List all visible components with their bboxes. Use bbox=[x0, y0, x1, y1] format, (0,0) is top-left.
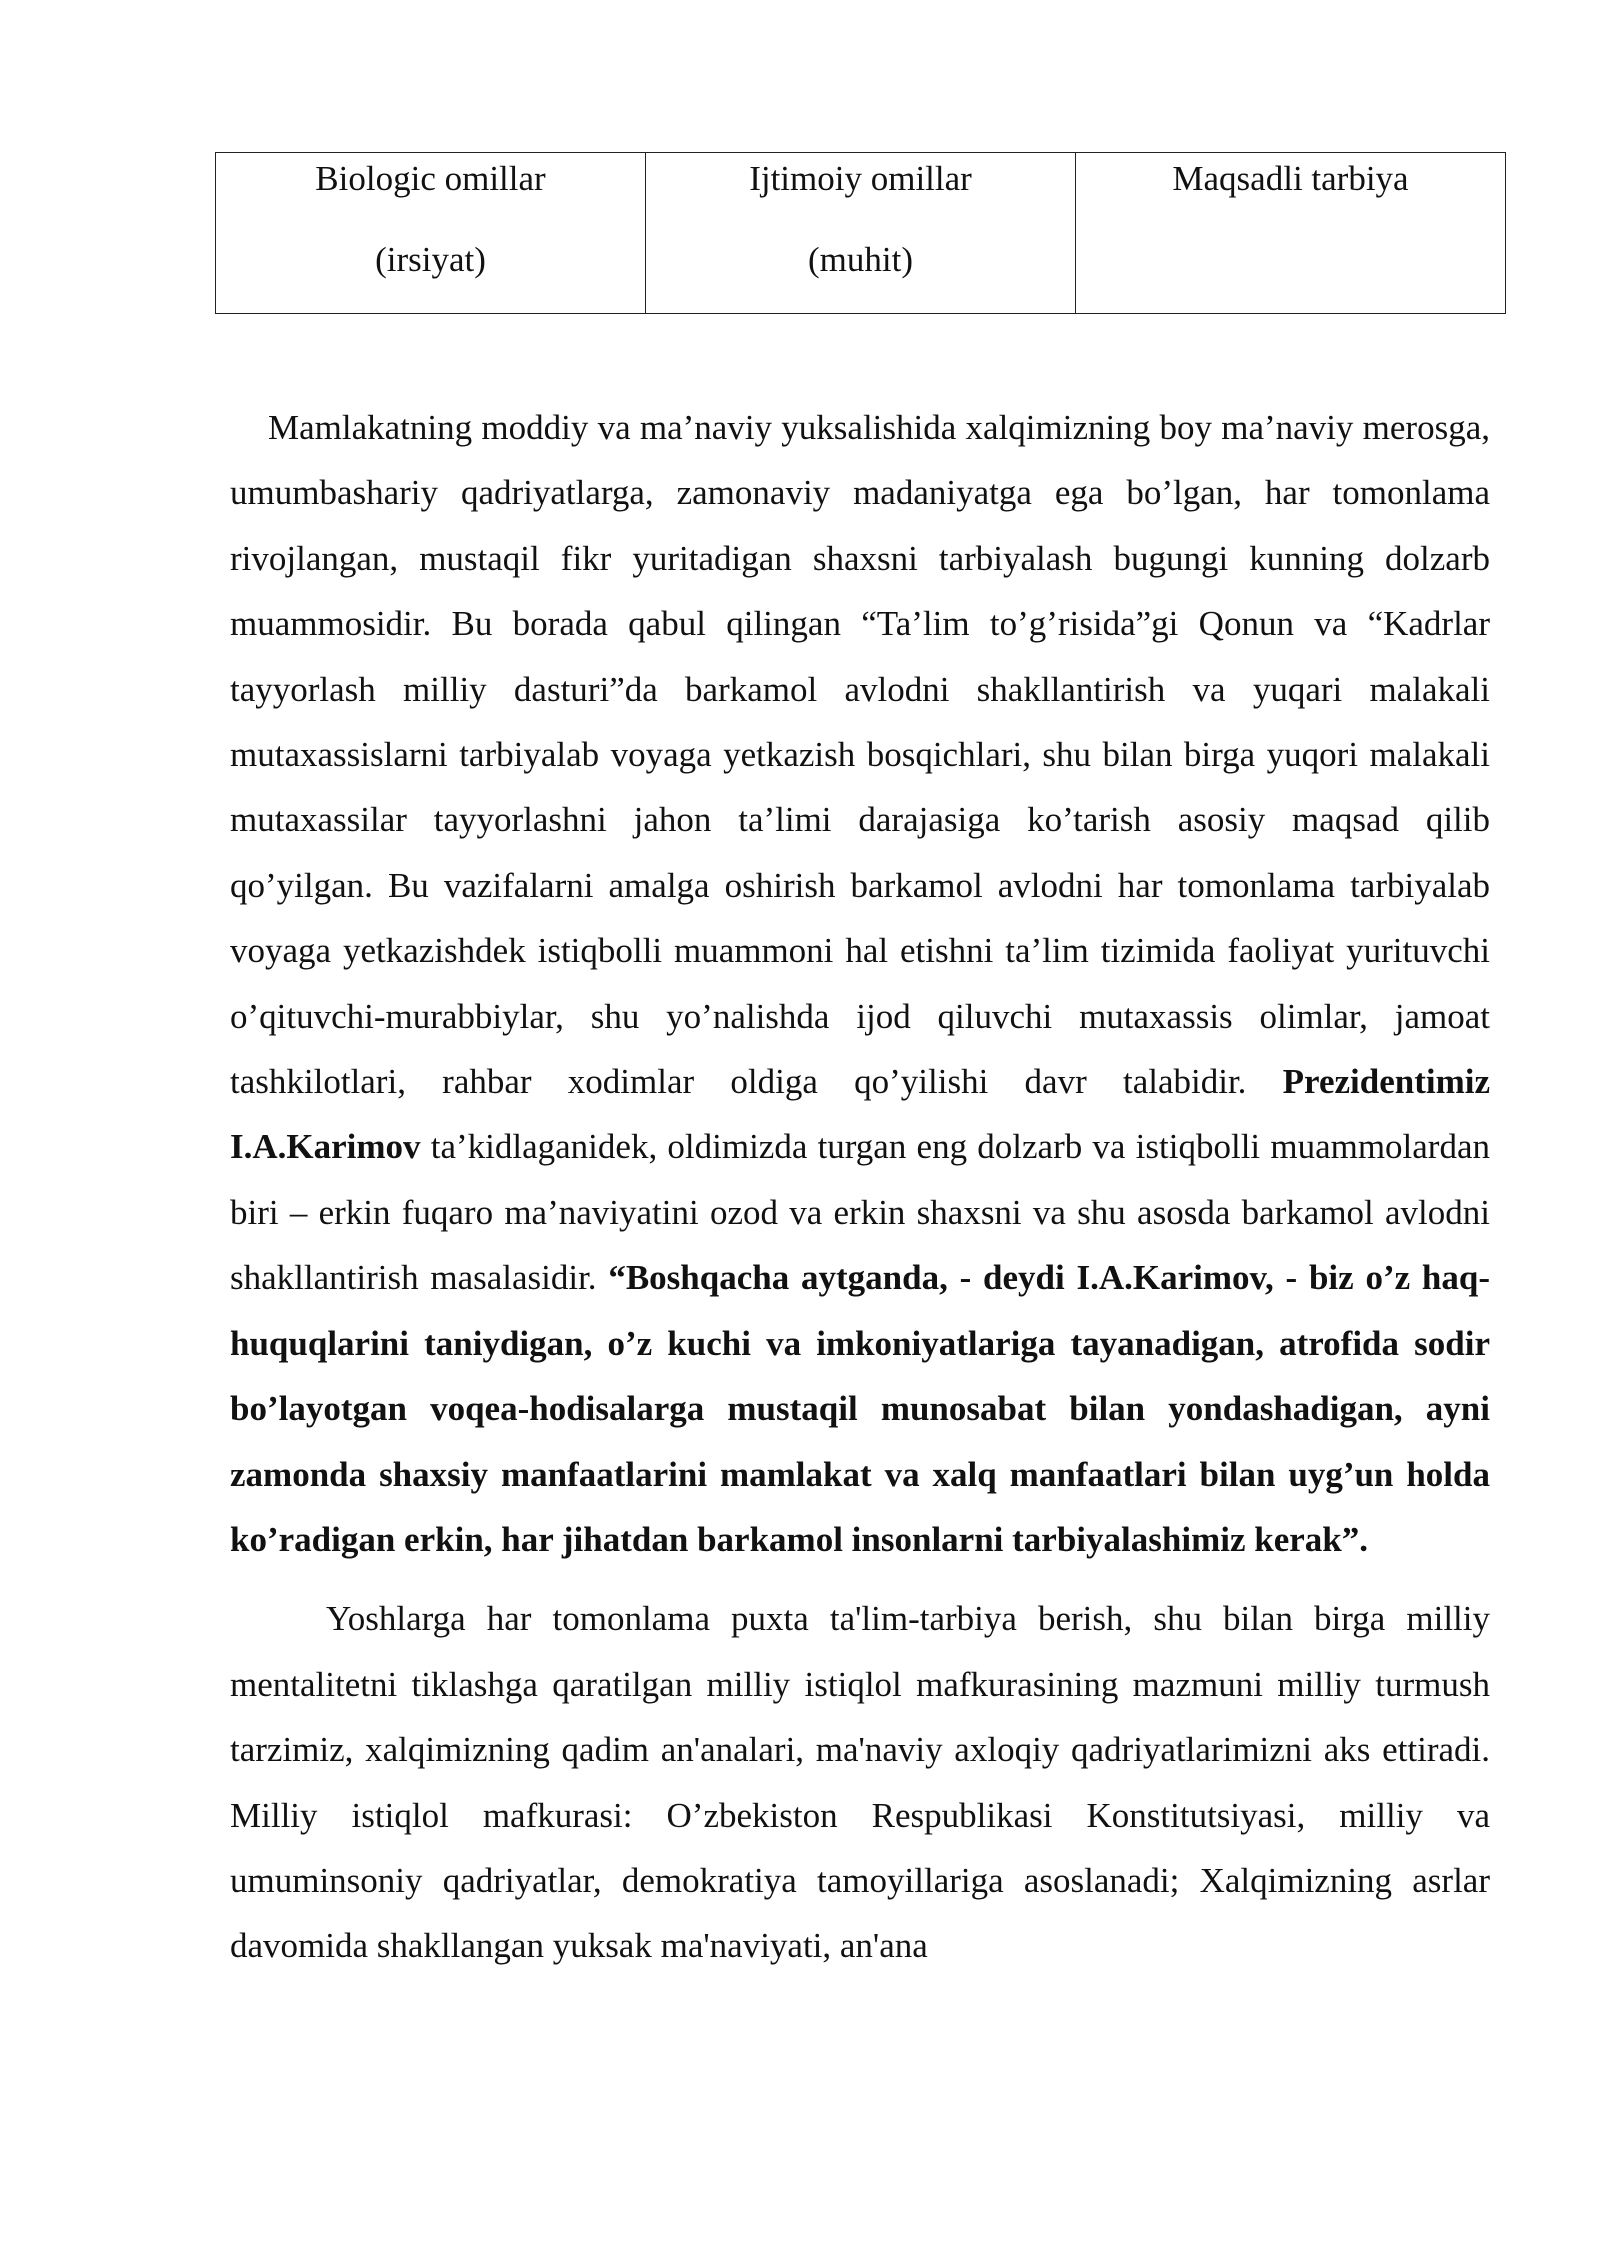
table-row bbox=[216, 153, 1506, 314]
paragraph-2-text: Yoshlarga har tomonlama puxta ta'lim-tarbiya berish, shu bilan birga milliy mentalitetni tiklashga qaratilgan milliy istiqlol mafkurasining mazmuni milliy turmush tarzimiz, xalqimizning qadim an'analari, ma'naviy axloqiy qadriyatlarimizni aks ettiradi. Milliy istiqlol mafkurasi: O’zbekiston Respublikasi Konstitutsiyasi, milliy va umuminsoniy qadriyatlar, demokratiya tamoyillariga asoslanadi; Xalqimizning asrlar davomida shakllangan yuksak ma'naviyati, an'ana bbox=[230, 1599, 1490, 1966]
body-text bbox=[230, 395, 1490, 1979]
karimov-quote: “Boshqacha aytganda, - deydi I.A.Karimov, - biz o’z haq-huquqlarini taniydigan, o’z kuchi va imkoniyatlariga tayanadigan, atrofida sodir bo’layotgan voqea-hodisalarga mustaqil munosabat bilan yondashadigan, ayni zamonda shaxsiy manfaatlarini mamlakat va xalq manfaatlari bilan uyg’un holda ko’radigan erkin, har jihatdan barkamol insonlarni tarbiyalashimiz kerak”. bbox=[230, 1258, 1490, 1559]
table-cell-biological bbox=[216, 153, 646, 314]
president-name: Prezidentimiz I.A.Karimov bbox=[230, 1062, 1491, 1167]
paragraph-1 bbox=[230, 395, 1490, 1572]
cell-subtitle: (muhit) bbox=[808, 240, 913, 279]
table-cell-purposeful-upbringing bbox=[1076, 153, 1506, 314]
cell-title: Ijtimoiy omillar bbox=[749, 159, 972, 198]
table-cell-social bbox=[646, 153, 1076, 314]
cell-title: Maqsadli tarbiya bbox=[1172, 159, 1409, 198]
cell-title: Biologic omillar bbox=[315, 159, 546, 198]
paragraph-1-text-a: Mamlakatning moddiy va ma’naviy yuksalishida xalqimizning boy ma’naviy merosga, umumbashariy qadriyatlarga, zamonaviy madaniyatga ega bo’lgan, har tomonlama rivojlangan, mustaqil fikr yuritadigan shaxsni tarbiyalash bugungi kunning dolzarb muammosidir. Bu borada qabul qilingan “Ta’lim to’g’risida”gi Qonun va “Kadrlar tayyorlash milliy dasturi”da barkamol avlodni shakllantirish va yuqari malakali mutaxassislarni tarbiyalab voyaga yetkazish bosqichlari, shu bilan birga yuqori malakali mutaxassilar tayyorlashni jahon ta’limi darajasiga ko’tarish asosiy maqsad qilib qo’yilgan. Bu vazifalarni amalga oshirish barkamol avlodni har tomonlama tarbiyalab voyaga yetkazishdek istiqbolli muammoni hal etishni ta’lim tizimida faoliyat yurituvchi o’qituvchi-murabbiylar, shu yo’nalishda ijod qiluvchi mutaxassis olimlar, jamoat tashkilotlari, rahbar xodimlar oldiga qo’yilishi davr talabidir. bbox=[230, 408, 1490, 1102]
cell-subtitle: (irsiyat) bbox=[375, 240, 486, 279]
paragraph-2 bbox=[230, 1586, 1490, 1978]
factors-table bbox=[215, 152, 1506, 314]
paragraph-1-text-b: ta’kidlaganidek, oldimizda turgan eng dolzarb va istiqbolli muammolardan biri – erkin fuqaro ma’naviyatini ozod va erkin shaxsni va shu asosda barkamol avlodni shakllantirish masalasidir. bbox=[230, 1127, 1490, 1298]
